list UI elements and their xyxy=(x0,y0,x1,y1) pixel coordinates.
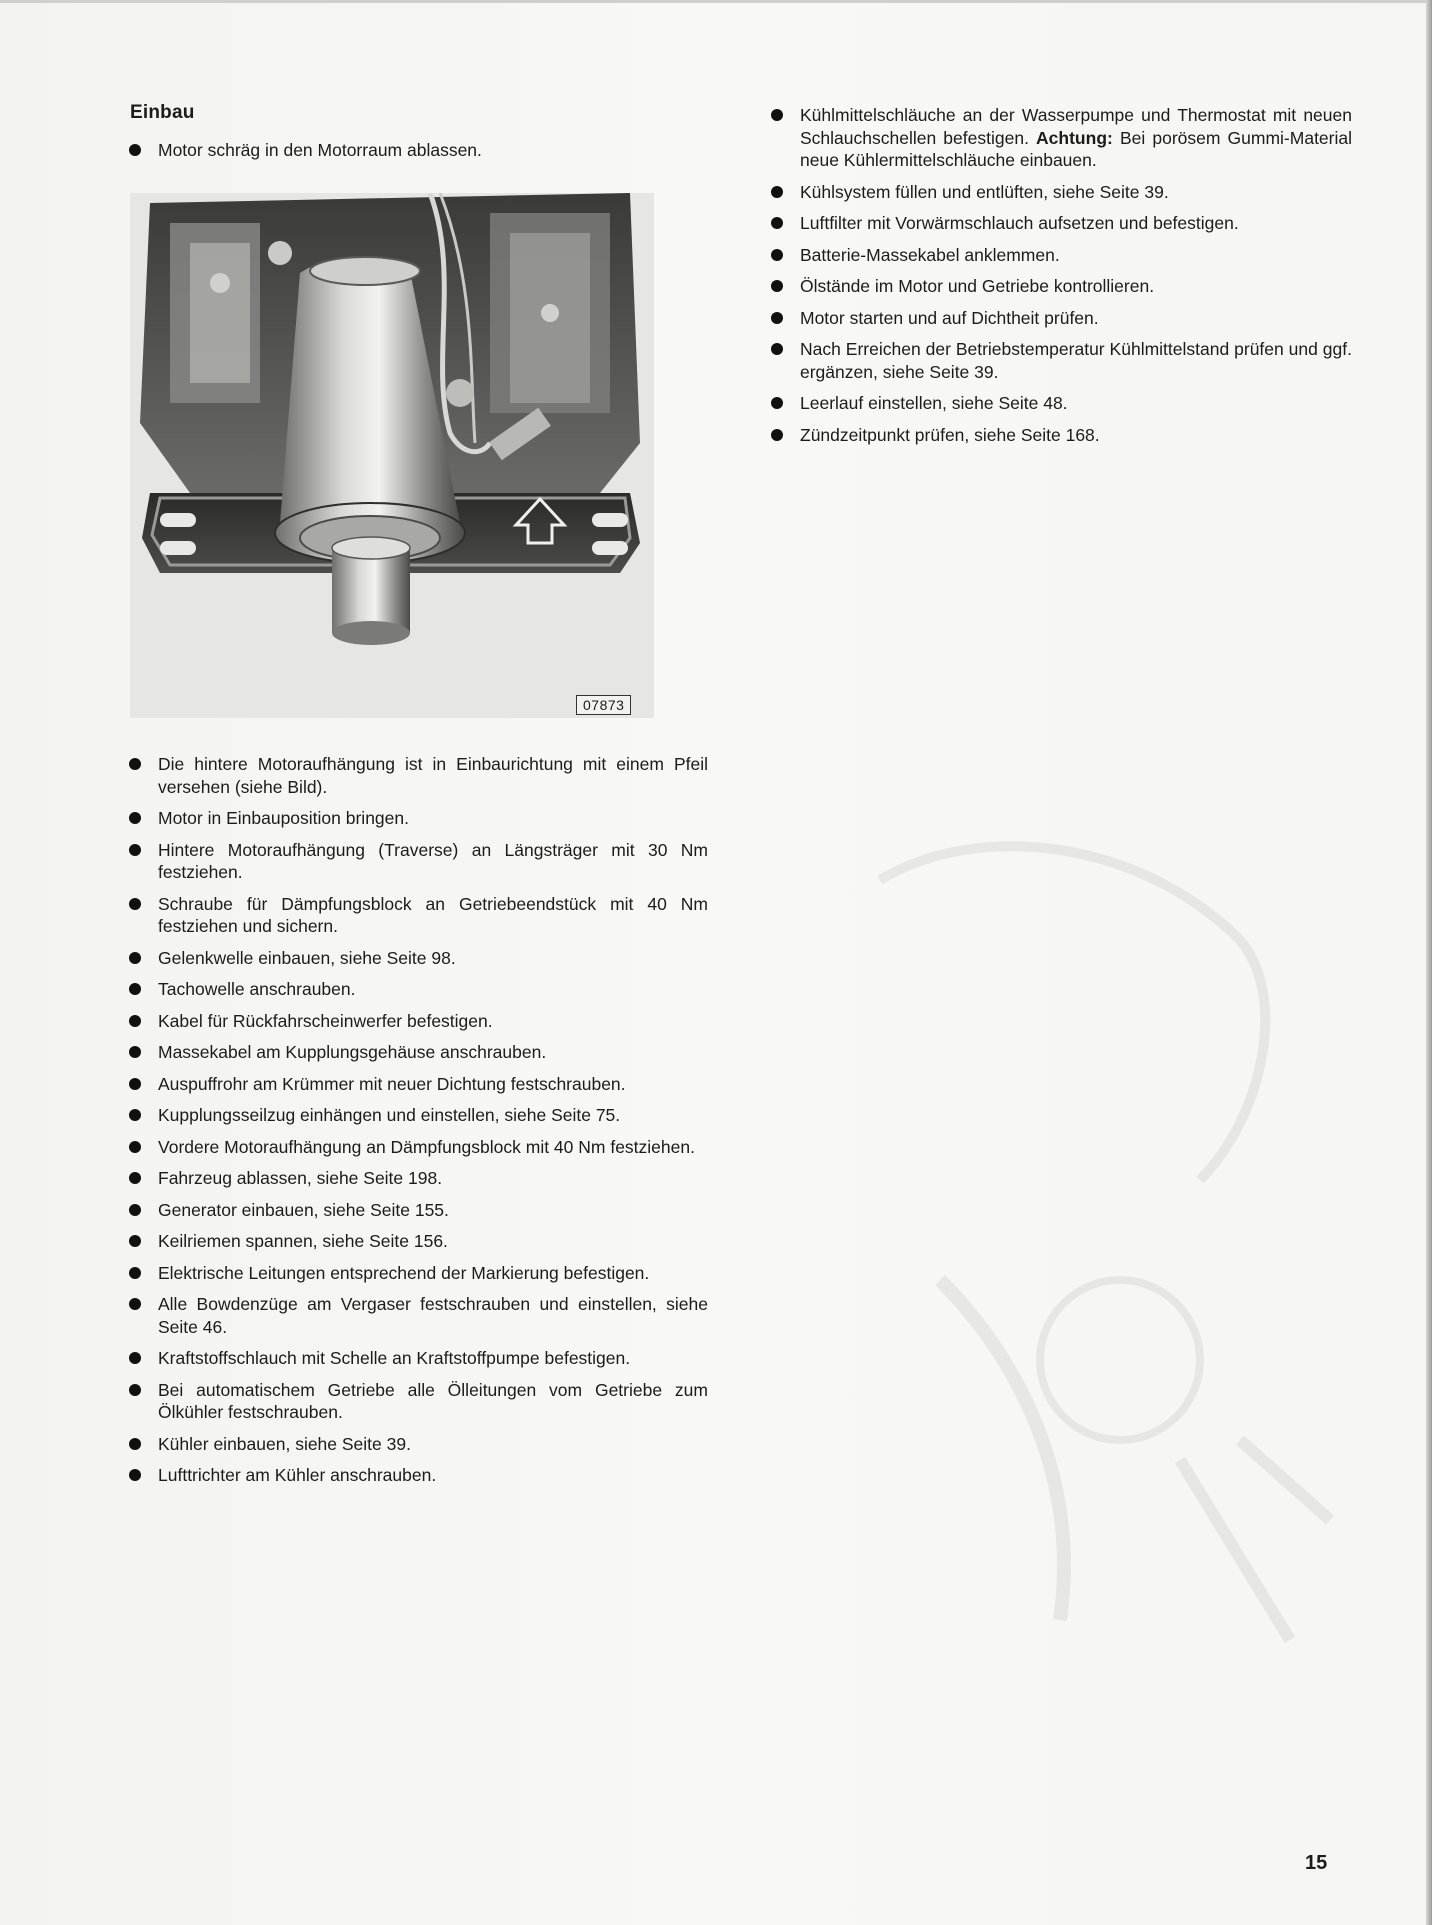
list-item-text: Luftfilter mit Vorwärmschlauch aufsetzen und befestigen. xyxy=(800,213,1239,233)
list-item-text: Kühlmittelschläuche an der Wasserpumpe und Thermostat mit neuen Schlauchschellen befestigen. xyxy=(800,105,1352,148)
list-item xyxy=(770,104,1352,172)
list-item-text: Vordere Motoraufhängung an Dämpfungsblock mit 40 Nm festziehen. xyxy=(158,1136,695,1157)
list-item xyxy=(128,1104,708,1127)
list-item xyxy=(770,181,1352,204)
list-item-text: Lufttrichter am Kühler anschrauben. xyxy=(158,1465,437,1485)
list-item-text: Motor starten und auf Dichtheit prüfen. xyxy=(800,307,1099,328)
bullet-icon xyxy=(771,343,783,355)
list-item-text: Massekabel am Kupplungsgehäuse anschrauben. xyxy=(158,1042,547,1062)
list-item-text: Bei porösem Gummi-Material neue Kühlermittelschläuche einbauen. xyxy=(800,127,1353,170)
right-instruction-list xyxy=(770,104,1352,455)
list-item-text: Fahrzeug ablassen, siehe Seite 198. xyxy=(158,1168,443,1188)
intro-list xyxy=(128,139,548,171)
bullet-icon xyxy=(129,1141,141,1153)
bullet-icon xyxy=(129,1384,141,1396)
list-item xyxy=(128,1167,708,1190)
list-item xyxy=(128,839,708,884)
list-item xyxy=(128,1199,708,1222)
list-item-text: Leerlauf einstellen, siehe Seite 48. xyxy=(800,393,1068,413)
list-item-text: Motor in Einbauposition bringen. xyxy=(158,808,409,828)
list-item xyxy=(128,1136,708,1159)
list-item-text: Elektrische Leitungen entsprechend der Markierung befestigen. xyxy=(158,1262,650,1283)
list-item-text: Generator einbauen, siehe Seite 155. xyxy=(158,1199,449,1220)
bullet-icon xyxy=(129,983,141,995)
list-item xyxy=(128,1464,708,1487)
bullet-icon xyxy=(129,758,141,770)
bullet-icon xyxy=(771,312,783,324)
list-item xyxy=(128,978,708,1001)
page-number: 15 xyxy=(1305,1852,1328,1874)
bullet-icon xyxy=(129,952,141,964)
bullet-icon xyxy=(129,1267,141,1279)
section-heading: Einbau xyxy=(130,102,195,123)
bullet-icon xyxy=(771,397,783,409)
bullet-icon xyxy=(771,186,783,198)
list-item xyxy=(128,1010,708,1033)
figure-number: 07873 xyxy=(576,695,631,715)
list-item xyxy=(128,139,548,162)
list-item-text: Ölstände im Motor und Getriebe kontrollieren. xyxy=(800,276,1155,296)
list-item-text: Motor schräg in den Motorraum ablassen. xyxy=(158,140,482,160)
bullet-icon xyxy=(129,1438,141,1450)
list-item-text: Kraftstoffschlauch mit Schelle an Kraftstoffpumpe befestigen. xyxy=(158,1348,631,1368)
page-top-edge xyxy=(0,0,1432,3)
warning-label: Achtung: xyxy=(1036,127,1113,148)
page-right-edge xyxy=(1426,0,1432,1925)
list-item-text: Kupplungsseilzug einhängen und einstellen, siehe Seite 75. xyxy=(158,1105,621,1125)
list-item-text: Auspuffrohr am Krümmer mit neuer Dichtung festschrauben. xyxy=(158,1073,626,1094)
list-item-text: Bei automatischem Getriebe alle Ölleitungen vom Getriebe zum Ölkühler festschrauben. xyxy=(158,1379,708,1422)
left-instruction-list xyxy=(128,753,708,1496)
bullet-icon xyxy=(129,1469,141,1481)
list-item xyxy=(128,1379,708,1424)
bullet-icon xyxy=(771,280,783,292)
list-item-text: Die hintere Motoraufhängung ist in Einbaurichtung mit einem Pfeil versehen (siehe Bild). xyxy=(158,754,708,797)
bullet-icon xyxy=(129,1204,141,1216)
list-item-text: Kühler einbauen, siehe Seite 39. xyxy=(158,1433,411,1454)
bullet-icon xyxy=(129,1298,141,1310)
list-item xyxy=(770,244,1352,267)
list-item xyxy=(770,338,1352,383)
engine-photo xyxy=(130,193,654,718)
list-item xyxy=(128,1262,708,1285)
bullet-icon xyxy=(129,1078,141,1090)
bullet-icon xyxy=(129,1235,141,1247)
list-item xyxy=(770,424,1352,447)
list-item xyxy=(770,275,1352,298)
list-item-text: Keilriemen spannen, siehe Seite 156. xyxy=(158,1231,448,1251)
bullet-icon xyxy=(771,249,783,261)
bullet-icon xyxy=(129,898,141,910)
list-item xyxy=(128,947,708,970)
list-item-text: Tachowelle anschrauben. xyxy=(158,979,356,999)
list-item xyxy=(128,1073,708,1096)
list-item xyxy=(770,392,1352,415)
bullet-icon xyxy=(771,109,783,121)
list-item-text: Zündzeitpunkt prüfen, siehe Seite 168. xyxy=(800,424,1100,445)
bullet-icon xyxy=(129,1046,141,1058)
bullet-icon xyxy=(771,429,783,441)
bullet-icon xyxy=(771,217,783,229)
list-item-text: Gelenkwelle einbauen, siehe Seite 98. xyxy=(158,947,456,968)
bleed-through-illustration xyxy=(820,760,1340,1660)
list-item-text: Kabel für Rückfahrscheinwerfer befestigen. xyxy=(158,1010,493,1031)
list-item xyxy=(128,753,708,798)
list-item xyxy=(128,893,708,938)
list-item xyxy=(128,1230,708,1253)
list-item-text: Nach Erreichen der Betriebstemperatur Kühlmittelstand prüfen und ggf. ergänzen, siehe Seite 39. xyxy=(800,339,1352,382)
bullet-icon xyxy=(129,844,141,856)
list-item xyxy=(128,1041,708,1064)
bullet-icon xyxy=(129,1015,141,1027)
list-item-text: Alle Bowdenzüge am Vergaser festschrauben und einstellen, siehe Seite 46. xyxy=(158,1294,708,1337)
list-item xyxy=(128,1433,708,1456)
list-item xyxy=(770,307,1352,330)
bullet-icon xyxy=(129,1109,141,1121)
bullet-icon xyxy=(129,1352,141,1364)
bullet-icon xyxy=(129,1172,141,1184)
list-item-text: Schraube für Dämpfungsblock an Getriebeendstück mit 40 Nm festziehen und sichern. xyxy=(158,893,708,936)
bullet-icon xyxy=(129,812,141,824)
list-item-text: Batterie-Massekabel anklemmen. xyxy=(800,244,1060,265)
list-item-text: Hintere Motoraufhängung (Traverse) an Längsträger mit 30 Nm festziehen. xyxy=(158,839,708,882)
list-item xyxy=(128,1347,708,1370)
list-item-text: Kühlsystem füllen und entlüften, siehe Seite 39. xyxy=(800,181,1169,202)
list-item xyxy=(770,212,1352,235)
bullet-icon xyxy=(129,144,141,156)
list-item xyxy=(128,1293,708,1338)
list-item xyxy=(128,807,708,830)
